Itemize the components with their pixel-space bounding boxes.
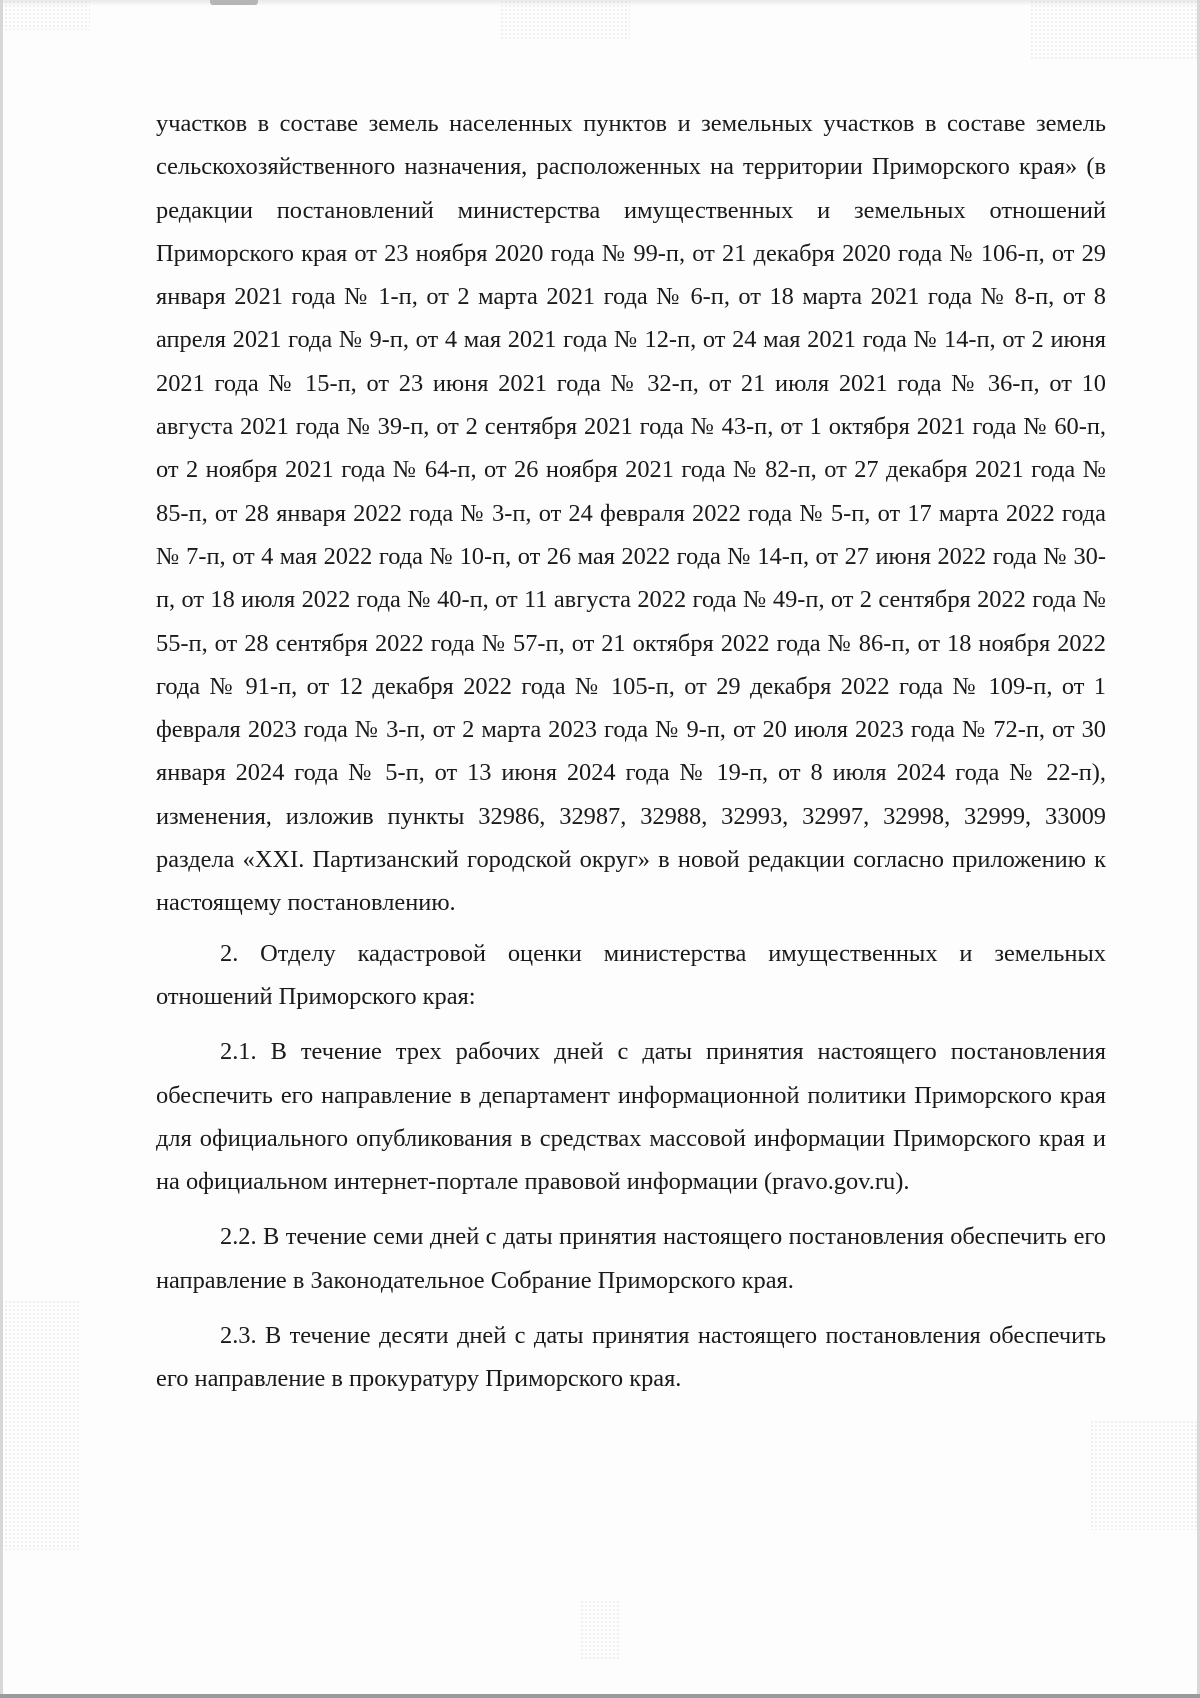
scan-noise bbox=[580, 1600, 620, 1660]
paragraph-amendment-continuation: участков в составе земель населенных пунктов и земельных участков в составе земель сельскохозяйственного назначения, расположенных на территории Приморского края» (в редакции постановлений министерства имущественных и земельных отношений Приморского края от 23 ноября 2020 года № 99-п, от 21 декабря 2020 года № 106-п, от 29 января 2021 года № 1-п, от 2 марта 2021 года № 6-п, от 18 марта 2021 года № 8-п, от 8 апреля 2021 года № 9-п, от 4 мая 2021 года № 12-п, от 24 мая 2021 года № 14-п, от 2 июня 2021 года № 15-п, от 23 июня 2021 года № 32-п, от 21 июля 2021 года № 36-п, от 10 августа 2021 года № 39-п, от 2 сентября 2021 года № 43-п, от 1 октября 2021 года № 60-п, от 2 ноября 2021 года № 64-п, от 26 ноября 2021 года № 82-п, от 27 декабря 2021 года № 85-п, от 28 января 2022 года № 3-п, от 24 февраля 2022 года № 5-п, от 17 марта 2022 года № 7-п, от 4 мая 2022 года № 10-п, от 26 мая 2022 года № 14-п, от 27 июня 2022 года № 30-п, от 18 июля 2022 года № 40-п, от 11 августа 2022 года № 49-п, от 2 сентября 2022 года № 55-п, от 28 сентября 2022 года № 57-п, от 21 октября 2022 года № 86-п, от 18 ноября 2022 года № 91-п, от 12 декабря 2022 года № 105-п, от 29 декабря 2022 года № 109-п, от 1 февраля 2023 года № 3-п, от 2 марта 2023 года № 9-п, от 20 июля 2023 года № 72-п, от 30 января 2024 года № 5-п, от 13 июня 2024 года № 19-п, от 8 июля 2024 года № 22-п), изменения, изложив пункты 32986, 32987, 32988, 32993, 32997, 32998, 32999, 33009 раздела «XXI. Партизанский городской округ» в новой редакции согласно приложению к настоящему постановлению. bbox=[156, 110, 1106, 917]
document-body bbox=[156, 102, 1106, 1401]
scan-mark bbox=[210, 0, 258, 5]
scan-noise bbox=[1090, 1420, 1200, 1530]
scan-edge-bottom bbox=[0, 1694, 1200, 1698]
scan-noise bbox=[500, 0, 630, 40]
paragraph-item-2: 2. Отделу кадастровой оценки министерства имущественных и земельных отношений Приморского края: bbox=[156, 939, 1106, 1010]
scan-noise bbox=[1030, 0, 1200, 60]
paragraph-item-2-3: 2.3. В течение десяти дней с даты принятия настоящего постановления обеспечить его направление в прокуратуру Приморского края. bbox=[156, 1322, 1106, 1393]
paragraph-item-2-2: 2.2. В течение семи дней с даты принятия настоящего постановления обеспечить его направление в Законодательное Собрание Приморского края. bbox=[156, 1223, 1106, 1294]
paragraph-item-2-1: 2.1. В течение трех рабочих дней с даты принятия настоящего постановления обеспечить его направление в департамент информационной политики Приморского края для официального опубликования в средствах массовой информации Приморского края и на официальном интернет-портале правовой информации (pravo.gov.ru). bbox=[156, 1038, 1106, 1196]
scan-noise bbox=[0, 1300, 80, 1550]
scan-noise bbox=[0, 0, 90, 30]
